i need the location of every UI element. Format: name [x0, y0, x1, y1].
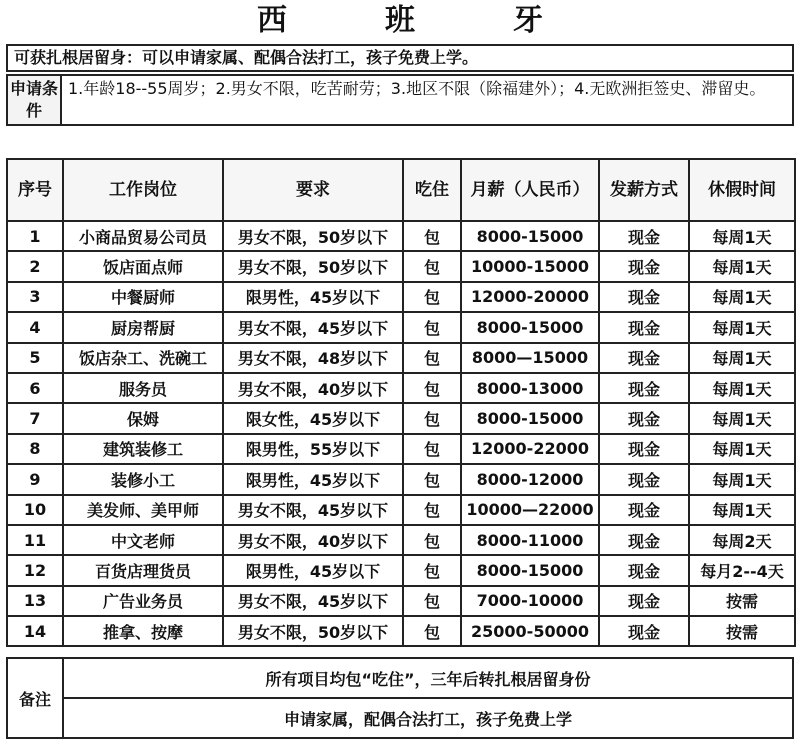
cell-board: 包 — [403, 343, 461, 373]
cell-requirement: 限女性，45岁以下 — [223, 403, 403, 433]
cell-pay-method: 现金 — [599, 616, 689, 646]
table-row — [7, 343, 795, 373]
table-row — [7, 555, 795, 585]
cell-job: 厨房帮厨 — [63, 312, 223, 342]
table-row — [7, 616, 795, 646]
cell-requirement: 男女不限，40岁以下 — [223, 525, 403, 555]
page-title: 西 班 牙 — [257, 3, 577, 38]
cell-no: 12 — [7, 555, 63, 585]
cell-salary: 10000—22000 — [461, 495, 599, 525]
table-row — [7, 403, 795, 433]
cell-salary: 7000-10000 — [461, 586, 599, 616]
cell-job: 中文老师 — [63, 525, 223, 555]
cell-requirement: 限男性，45岁以下 — [223, 464, 403, 494]
table-row — [7, 464, 795, 494]
cell-board: 包 — [403, 464, 461, 494]
cell-no: 2 — [7, 251, 63, 281]
cell-leave: 每周1天 — [689, 343, 795, 373]
cell-no: 11 — [7, 525, 63, 555]
table-row — [7, 373, 795, 403]
table-row — [7, 434, 795, 464]
table-row — [7, 586, 795, 616]
cell-salary: 8000-13000 — [461, 373, 599, 403]
table-row — [7, 312, 795, 342]
cell-leave: 每周1天 — [689, 251, 795, 281]
cell-board: 包 — [403, 616, 461, 646]
cell-job: 百货店理货员 — [63, 555, 223, 585]
cell-salary: 8000-15000 — [461, 312, 599, 342]
table-row — [7, 251, 795, 281]
cell-board: 包 — [403, 555, 461, 585]
cell-pay-method: 现金 — [599, 251, 689, 281]
cell-salary: 8000-12000 — [461, 464, 599, 494]
cell-pay-method: 现金 — [599, 525, 689, 555]
notes-table — [6, 657, 794, 739]
cell-salary: 8000-15000 — [461, 221, 599, 251]
cell-job: 建筑装修工 — [63, 434, 223, 464]
cell-salary: 10000-15000 — [461, 251, 599, 281]
cell-job: 美发师、美甲师 — [63, 495, 223, 525]
conditions-text: 1.年龄18--55周岁；2.男女不限，吃苦耐劳；3.地区不限（除福建外）；4.无欧洲拒签史、滞留史。 — [68, 79, 766, 98]
cell-no: 3 — [7, 282, 63, 312]
cell-board: 包 — [403, 434, 461, 464]
cell-board: 包 — [403, 282, 461, 312]
notes-label: 备注 — [7, 658, 63, 738]
conditions-label: 申请条件 — [8, 76, 62, 124]
cell-no: 7 — [7, 403, 63, 433]
cell-leave: 每周1天 — [689, 373, 795, 403]
cell-pay-method: 现金 — [599, 555, 689, 585]
cell-pay-method: 现金 — [599, 586, 689, 616]
cell-job: 装修小工 — [63, 464, 223, 494]
cell-leave: 每周1天 — [689, 403, 795, 433]
header-pay-method: 发薪方式 — [599, 159, 689, 221]
cell-requirement: 男女不限，48岁以下 — [223, 343, 403, 373]
cell-salary: 12000-20000 — [461, 282, 599, 312]
cell-leave: 每周1天 — [689, 495, 795, 525]
cell-pay-method: 现金 — [599, 312, 689, 342]
table-row — [7, 282, 795, 312]
cell-requirement: 限男性，45岁以下 — [223, 282, 403, 312]
cell-requirement: 限男性，55岁以下 — [223, 434, 403, 464]
cell-pay-method: 现金 — [599, 403, 689, 433]
cell-job: 饭店杂工、洗碗工 — [63, 343, 223, 373]
cell-requirement: 男女不限，45岁以下 — [223, 312, 403, 342]
cell-board: 包 — [403, 251, 461, 281]
cell-pay-method: 现金 — [599, 434, 689, 464]
cell-board: 包 — [403, 312, 461, 342]
cell-pay-method: 现金 — [599, 373, 689, 403]
table-header-row — [7, 159, 795, 221]
cell-requirement: 男女不限，50岁以下 — [223, 616, 403, 646]
cell-job: 饭店面点师 — [63, 251, 223, 281]
header-job: 工作岗位 — [63, 159, 223, 221]
cell-board: 包 — [403, 495, 461, 525]
cell-board: 包 — [403, 525, 461, 555]
cell-leave: 每周1天 — [689, 434, 795, 464]
cell-board: 包 — [403, 586, 461, 616]
cell-requirement: 男女不限，40岁以下 — [223, 373, 403, 403]
cell-no: 10 — [7, 495, 63, 525]
cell-no: 6 — [7, 373, 63, 403]
cell-job: 保姆 — [63, 403, 223, 433]
cell-pay-method: 现金 — [599, 343, 689, 373]
application-conditions — [6, 74, 794, 126]
cell-requirement: 男女不限，50岁以下 — [223, 221, 403, 251]
cell-board: 包 — [403, 403, 461, 433]
cell-requirement: 男女不限，45岁以下 — [223, 586, 403, 616]
cell-leave: 每周2天 — [689, 525, 795, 555]
cell-leave: 每周1天 — [689, 312, 795, 342]
cell-pay-method: 现金 — [599, 495, 689, 525]
cell-no: 5 — [7, 343, 63, 373]
cell-no: 8 — [7, 434, 63, 464]
intro-banner: 可获扎根居留身：可以申请家属、配偶合法打工，孩子免费上学。 — [6, 44, 794, 72]
cell-requirement: 男女不限，45岁以下 — [223, 495, 403, 525]
header-board: 吃住 — [403, 159, 461, 221]
cell-salary: 8000-15000 — [461, 403, 599, 433]
cell-board: 包 — [403, 221, 461, 251]
cell-job: 广告业务员 — [63, 586, 223, 616]
table-row — [7, 525, 795, 555]
header-requirement: 要求 — [223, 159, 403, 221]
table-row — [7, 221, 795, 251]
cell-salary: 8000-15000 — [461, 555, 599, 585]
cell-leave: 每周1天 — [689, 221, 795, 251]
cell-pay-method: 现金 — [599, 464, 689, 494]
cell-requirement: 限男性，45岁以下 — [223, 555, 403, 585]
cell-salary: 25000-50000 — [461, 616, 599, 646]
cell-pay-method: 现金 — [599, 221, 689, 251]
cell-no: 14 — [7, 616, 63, 646]
cell-leave: 每月2--4天 — [689, 555, 795, 585]
table-row — [7, 495, 795, 525]
header-leave: 休假时间 — [689, 159, 795, 221]
cell-leave: 每周1天 — [689, 464, 795, 494]
cell-salary: 8000—15000 — [461, 343, 599, 373]
cell-salary: 12000-22000 — [461, 434, 599, 464]
cell-job: 服务员 — [63, 373, 223, 403]
jobs-table — [6, 158, 796, 647]
header-no: 序号 — [7, 159, 63, 221]
notes-line-1: 所有项目均包“吃住”，三年后转扎根居留身份 — [63, 658, 793, 698]
cell-board: 包 — [403, 373, 461, 403]
cell-job: 小商品贸易公司员 — [63, 221, 223, 251]
cell-leave: 每周1天 — [689, 282, 795, 312]
header-salary: 月薪（人民币） — [461, 159, 599, 221]
cell-pay-method: 现金 — [599, 282, 689, 312]
cell-job: 中餐厨师 — [63, 282, 223, 312]
cell-no: 1 — [7, 221, 63, 251]
cell-leave: 按需 — [689, 586, 795, 616]
cell-job: 推拿、按摩 — [63, 616, 223, 646]
cell-no: 9 — [7, 464, 63, 494]
cell-leave: 按需 — [689, 616, 795, 646]
cell-requirement: 男女不限，50岁以下 — [223, 251, 403, 281]
cell-no: 4 — [7, 312, 63, 342]
cell-salary: 8000-11000 — [461, 525, 599, 555]
cell-no: 13 — [7, 586, 63, 616]
notes-line-2: 申请家属，配偶合法打工，孩子免费上学 — [63, 698, 793, 738]
